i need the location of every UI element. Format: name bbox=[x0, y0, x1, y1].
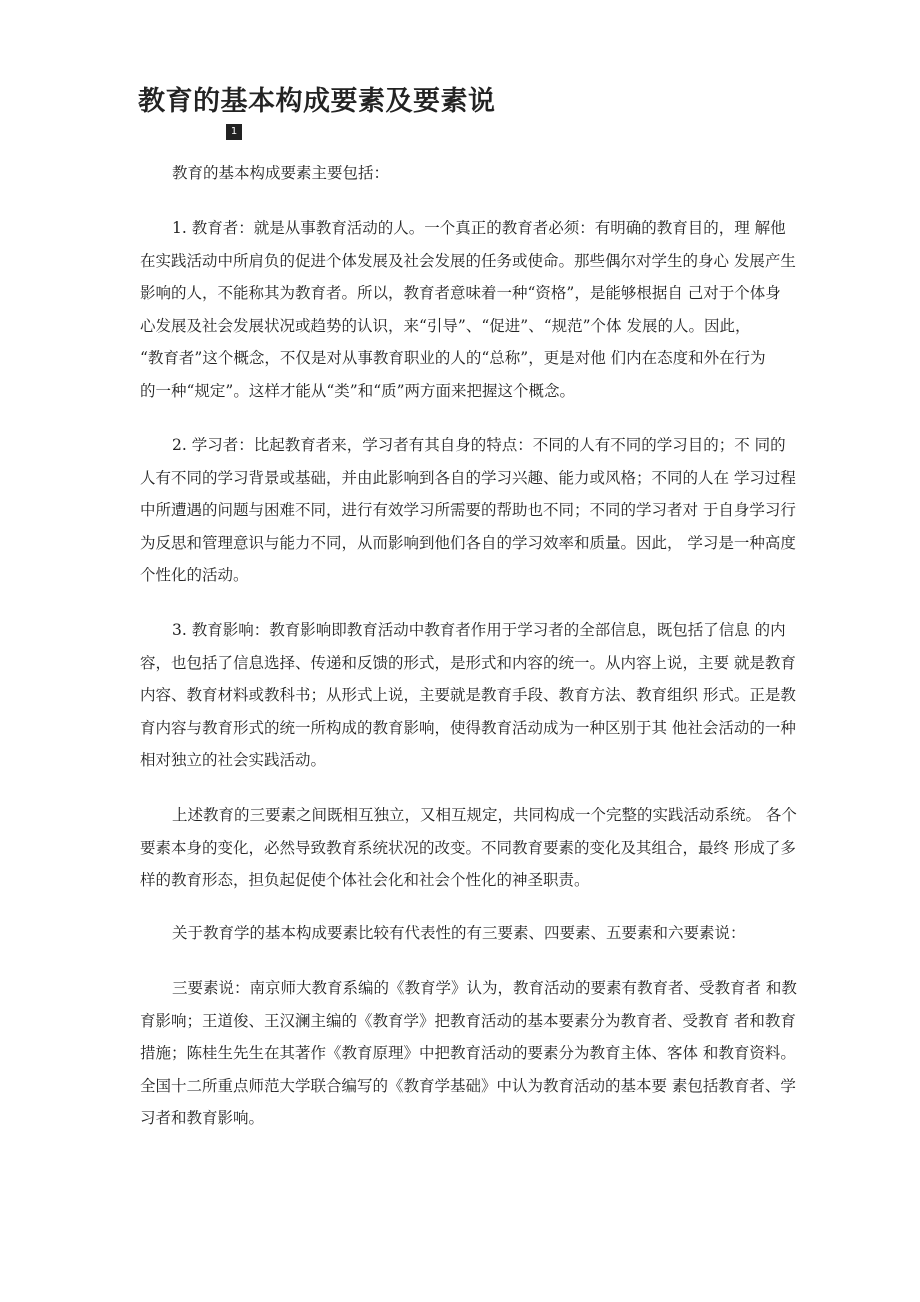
paragraph-line: 上述教育的三要素之间既相互独立，又相互规定，共同构成一个完整的实践活动系统。 各个 bbox=[172, 806, 797, 824]
paragraph-line: 样的教育形态，担负起促使个体社会化和社会个性化的神圣职责。 bbox=[140, 871, 590, 889]
paragraph-line: 育影响；王道俊、王汉澜主编的《教育学》把教育活动的基本要素分为教育者、受教育 者和教育 bbox=[140, 1011, 796, 1030]
paragraph-summary bbox=[140, 799, 800, 897]
page-title: 教育的基本构成要素及要素说 bbox=[138, 86, 496, 117]
paragraph-line: 教育的基本构成要素主要包括： bbox=[172, 164, 390, 182]
paragraph-influence bbox=[140, 614, 800, 777]
paragraph-line: 措施；陈桂生先生在其著作《教育原理》中把教育活动的要素分为教育主体、客体 和教育资料。 bbox=[140, 1044, 796, 1062]
paragraph-line: 人有不同的学习背景或基础，并由此影响到各自的学习兴趣、能力或风格；不同的人在 学习过程 bbox=[140, 468, 796, 487]
paragraph-line: 三要素说：南京师大教育系编的《教育学》认为，教育活动的要素有教育者、受教育者 和教 bbox=[172, 979, 797, 997]
paragraph-three-elements bbox=[140, 972, 800, 1135]
paragraph-educator bbox=[140, 212, 800, 407]
paragraph-line: 全国十二所重点师范大学联合编写的《教育学基础》中认为教育活动的基本要 素包括教育者、学 bbox=[140, 1076, 796, 1095]
paragraph-line: 1. 教育者：就是从事教育活动的人。一个真正的教育者必须：有明确的教育目的，理 解他 bbox=[172, 219, 786, 237]
paragraph-line: 心发展及社会发展状况或趋势的认识，来“引导”、“促进”、“规范”个体 发展的人。因此， bbox=[140, 316, 751, 335]
paragraph-line: 影响的人，不能称其为教育者。所以，教育者意味着一种“资格”，是能够根据自 己对于个体身 bbox=[140, 284, 781, 302]
paragraph-line: 关于教育学的基本构成要素比较有代表性的有三要素、四要素、五要素和六要素说： bbox=[172, 924, 746, 942]
paragraph-line: 相对独立的社会实践活动。 bbox=[140, 751, 327, 769]
paragraph-line: “教育者”这个概念，不仅是对从事教育职业的人的“总称”，更是对他 们内在态度和外在行为 bbox=[140, 349, 766, 367]
paragraph-line: 育内容与教育形式的统一所构成的教育影响，使得教育活动成为一种区别于其 他社会活动的一种 bbox=[140, 718, 796, 737]
paragraph-learner bbox=[140, 429, 800, 592]
paragraph-line: 3. 教育影响：教育影响即教育活动中教育者作用于学习者的全部信息，既包括了信息 的内 bbox=[172, 621, 786, 639]
paragraph-line: 习者和教育影响。 bbox=[140, 1109, 265, 1127]
paragraph-line: 容，也包括了信息选择、传递和反馈的形式，是形式和内容的统一。从内容上说，主要 就是教育 bbox=[140, 653, 796, 672]
paragraph-line: 为反思和管理意识与能力不同，从而影响到他们各自的学习效率和质量。因此， 学习是一种高度 bbox=[140, 533, 796, 552]
paragraph-line: 中所遭遇的问题与困难不同，进行有效学习所需要的帮助也不同；不同的学习者对 于自身学习行 bbox=[140, 501, 796, 519]
intro-paragraph bbox=[140, 157, 800, 190]
paragraph-theories-intro bbox=[140, 917, 800, 950]
annotation-marker: 1 bbox=[226, 124, 242, 140]
paragraph-line: 内容、教育材料或教科书；从形式上说，主要就是教育手段、教育方法、教育组织 形式。正是教 bbox=[140, 686, 796, 704]
paragraph-line: 在实践活动中所肩负的促进个体发展及社会发展的任务或使命。那些偶尔对学生的身心 发展产生 bbox=[140, 251, 796, 270]
paragraph-line: 的一种“规定”。这样才能从“类”和“质”两方面来把握这个概念。 bbox=[140, 381, 576, 400]
paragraph-line: 2. 学习者：比起教育者来，学习者有其自身的特点：不同的人有不同的学习目的；不 同的 bbox=[172, 436, 786, 454]
paragraph-line: 个性化的活动。 bbox=[140, 566, 249, 584]
paragraph-line: 要素本身的变化，必然导致教育系统状况的改变。不同教育要素的变化及其组合，最终 形成了多 bbox=[140, 838, 796, 857]
